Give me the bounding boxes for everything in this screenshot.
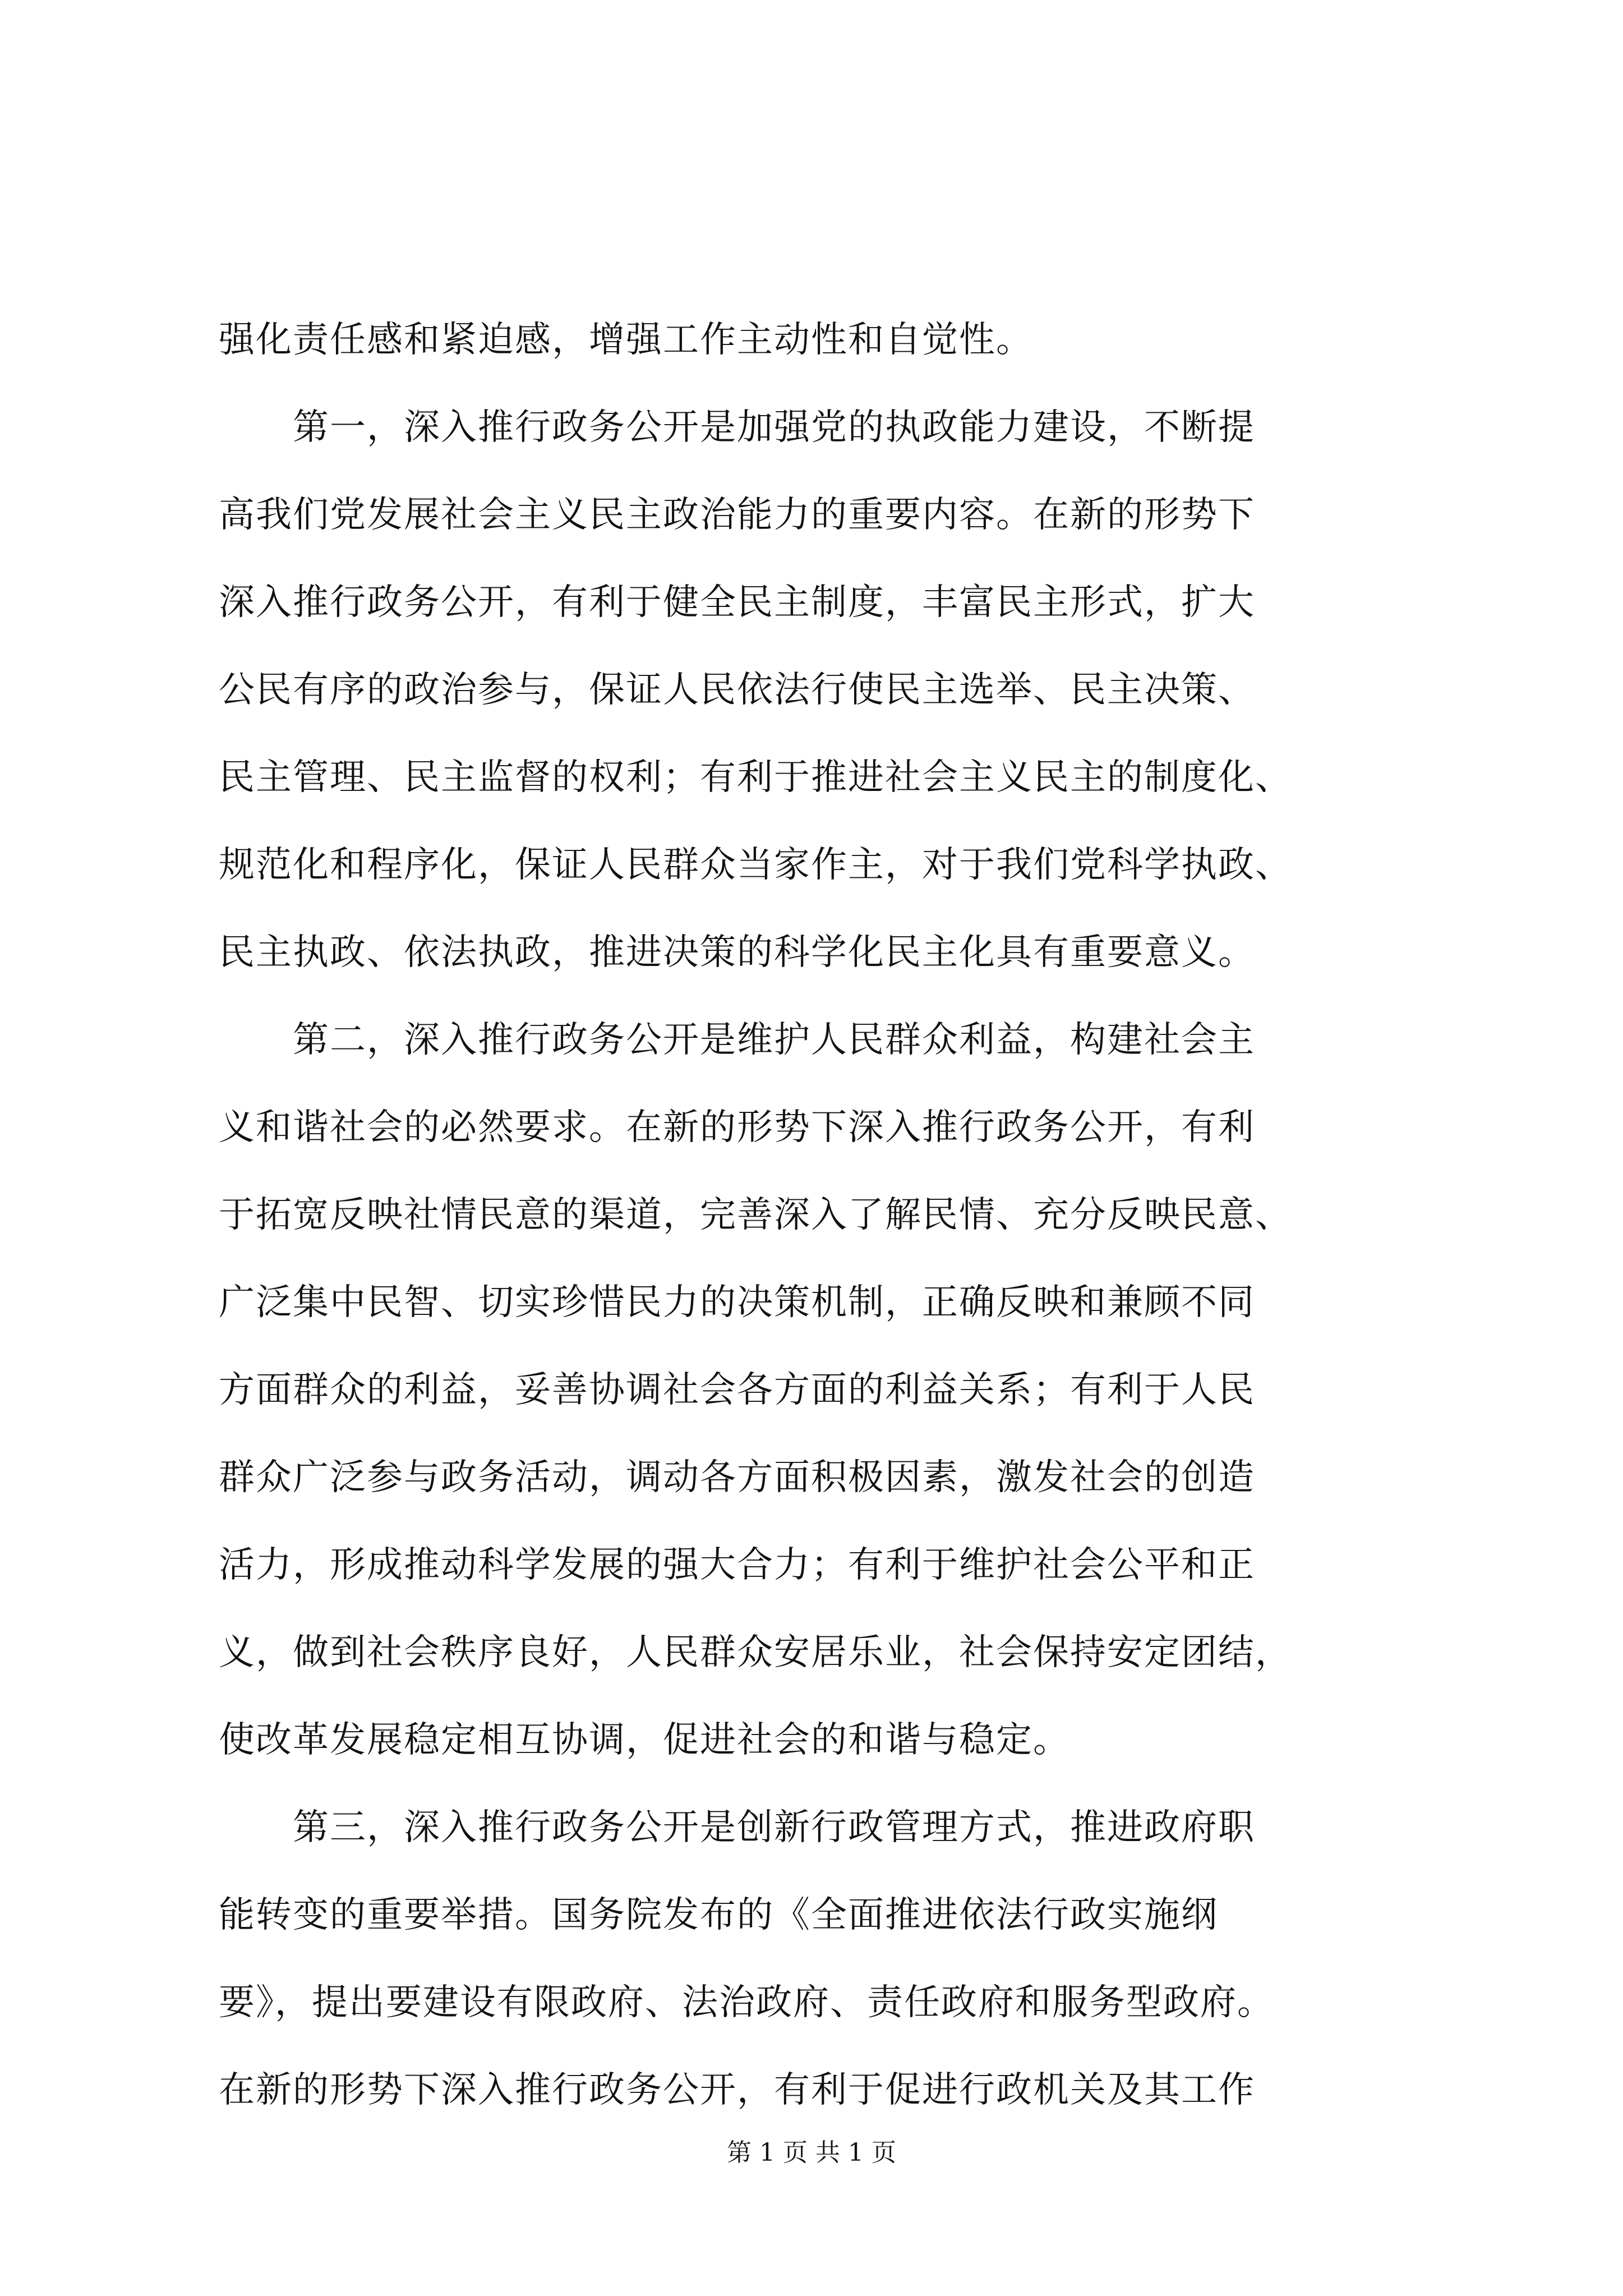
body-text-line: 义，做到社会秩序良好，人民群众安居乐业，社会保持安定团结，: [219, 1632, 1292, 1673]
body-text-line: 强化责任感和紧迫感，增强工作主动性和自觉性。: [219, 319, 1033, 361]
body-text-line: 民主执政、依法执政，推进决策的科学化民主化具有重要意义。: [219, 932, 1255, 973]
body-text-line: 规范化和程序化，保证人民群众当家作主，对于我们党科学执政、: [219, 844, 1292, 886]
paragraph-2-line: 第二，深入推行政务公开是维护人民群众利益，构建社会主: [219, 1019, 1255, 1061]
body-text-line: 能转变的重要举措。国务院发布的《全面推进依法行政实施纲: [219, 1894, 1218, 1936]
body-text-line: 义和谐社会的必然要求。在新的形势下深入推行政务公开，有利: [219, 1107, 1255, 1148]
paragraph-3-line: 第三，深入推行政务公开是创新行政管理方式，推进政府职: [219, 1807, 1255, 1848]
body-text-line: 方面群众的利益，妥善协调社会各方面的利益关系；有利于人民: [219, 1369, 1255, 1411]
body-text-line: 于拓宽反映社情民意的渠道，完善深入了解民情、充分反映民意、: [219, 1194, 1292, 1236]
body-text-line: 群众广泛参与政务活动，调动各方面积极因素，激发社会的创造: [219, 1457, 1255, 1498]
body-text-line: 在新的形势下深入推行政务公开，有利于促进行政机关及其工作: [219, 2069, 1255, 2111]
body-text-line: 民主管理、民主监督的权利；有利于推进社会主义民主的制度化、: [219, 757, 1292, 798]
body-text-line: 活力，形成推动科学发展的强大合力；有利于维护社会公平和正: [219, 1544, 1255, 1586]
page-footer: 第 1 页 共 1 页: [727, 2138, 896, 2167]
body-text-line: 高我们党发展社会主义民主政治能力的重要内容。在新的形势下: [219, 494, 1255, 536]
paragraph-1-line: 第一，深入推行政务公开是加强党的执政能力建设，不断提: [219, 407, 1255, 448]
body-text-line: 使改革发展稳定相互协调，促进社会的和谐与稳定。: [219, 1719, 1070, 1761]
body-text-line: 公民有序的政治参与，保证人民依法行使民主选举、民主决策、: [219, 669, 1255, 711]
body-text-line: 深入推行政务公开，有利于健全民主制度，丰富民主形式，扩大: [219, 582, 1255, 623]
body-text-line: 广泛集中民智、切实珍惜民力的决策机制，正确反映和兼顾不同: [219, 1282, 1255, 1323]
body-text-line: 要》，提出要建设有限政府、法治政府、责任政府和服务型政府。: [219, 1982, 1274, 2023]
